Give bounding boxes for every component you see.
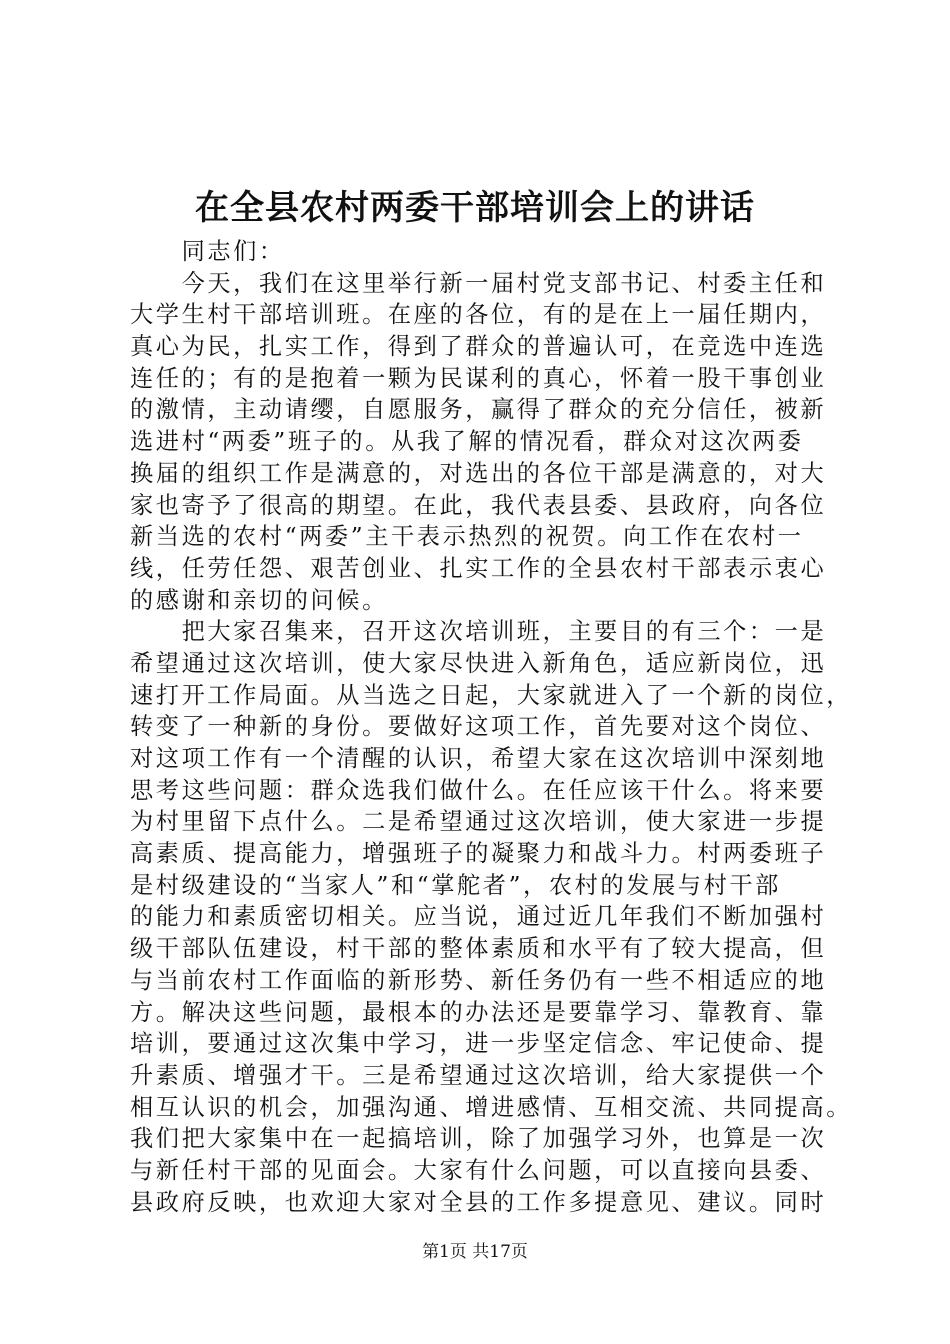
text-line: 真心为民，扎实工作，得到了群众的普遍认可，在竞选中连选 xyxy=(130,333,827,361)
document-body xyxy=(130,236,853,1218)
text-line: 家也寄予了很高的期望。在此，我代表县委、县政府，向各位 xyxy=(130,491,827,519)
text-line: 方。解决这些问题，最根本的办法还是要靠学习、靠教育、靠 xyxy=(130,998,827,1026)
document-title: 在全县农村两委干部培训会上的讲话 xyxy=(195,188,755,228)
text-line: 同志们： xyxy=(130,238,285,265)
text-line: 对这项工作有一个清醒的认识，希望大家在这次培训中深刻地 xyxy=(130,745,827,772)
text-line: 县政府反映，也欢迎大家对全县的工作多提意见、建议。同时 xyxy=(130,1188,827,1216)
text-line: 转变了一种新的身份。要做好这项工作，首先要对这个岗位、 xyxy=(130,713,827,741)
page-footer: 第1页 共17页 xyxy=(422,1242,528,1262)
text-line: 为村里留下点什么。二是希望通过这次培训，使大家进一步提 xyxy=(130,808,827,836)
text-line: 我们把大家集中在一起搞培训，除了加强学习外，也算是一次 xyxy=(130,1125,827,1153)
text-line: 今天，我们在这里举行新一届村党支部书记、村委主任和 xyxy=(130,269,827,297)
text-line: 与当前农村工作面临的新形势、新任务仍有一些不相适应的地 xyxy=(130,966,827,994)
text-line: 相互认识的机会，加强沟通、增进感情、互相交流、共同提高。 xyxy=(130,1093,853,1121)
text-line: 连任的；有的是抱着一颗为民谋利的真心，怀着一股干事创业 xyxy=(130,364,827,392)
text-line: 与新任村干部的见面会。大家有什么问题，可以直接向县委、 xyxy=(130,1156,827,1184)
text-line: 把大家召集来，召开这次培训班，主要目的有三个：一是 xyxy=(130,618,827,646)
text-line: 新当选的农村“两委”主干表示热烈的祝贺。向工作在农村一 xyxy=(130,523,804,551)
text-line: 思考这些问题：群众选我们做什么。在任应该干什么。将来要 xyxy=(130,776,827,804)
text-line: 培训，要通过这次集中学习，进一步坚定信念、牢记使命、提 xyxy=(130,1030,827,1058)
text-line: 的激情，主动请缨，自愿服务，赢得了群众的充分信任，被新 xyxy=(130,396,827,424)
text-line: 线，任劳任怨、艰苦创业、扎实工作的全县农村干部表示衷心 xyxy=(130,554,827,582)
text-line: 升素质、增强才干。三是希望通过这次培训，给大家提供一个 xyxy=(130,1061,827,1089)
text-line: 希望通过这次培训，使大家尽快进入新角色，适应新岗位，迅 xyxy=(130,649,827,677)
text-line: 换届的组织工作是满意的，对选出的各位干部是满意的，对大 xyxy=(130,459,827,487)
text-line: 级干部队伍建设，村干部的整体素质和水平有了较大提高，但 xyxy=(130,935,827,963)
text-line: 大学生村干部培训班。在座的各位，有的是在上一届任期内， xyxy=(130,301,827,329)
text-line: 的感谢和亲切的问候。 xyxy=(130,586,388,614)
text-line: 是村级建设的“当家人”和“掌舵者”，农村的发展与村干部 xyxy=(130,871,781,899)
text-line: 选进村“两委”班子的。从我了解的情况看，群众对这次两委 xyxy=(130,428,804,456)
text-line: 高素质、提高能力，增强班子的凝聚力和战斗力。村两委班子 xyxy=(130,840,827,868)
text-line: 速打开工作局面。从当选之日起，大家就进入了一个新的岗位， xyxy=(130,681,853,709)
text-line: 的能力和素质密切相关。应当说，通过近几年我们不断加强村 xyxy=(130,903,827,931)
